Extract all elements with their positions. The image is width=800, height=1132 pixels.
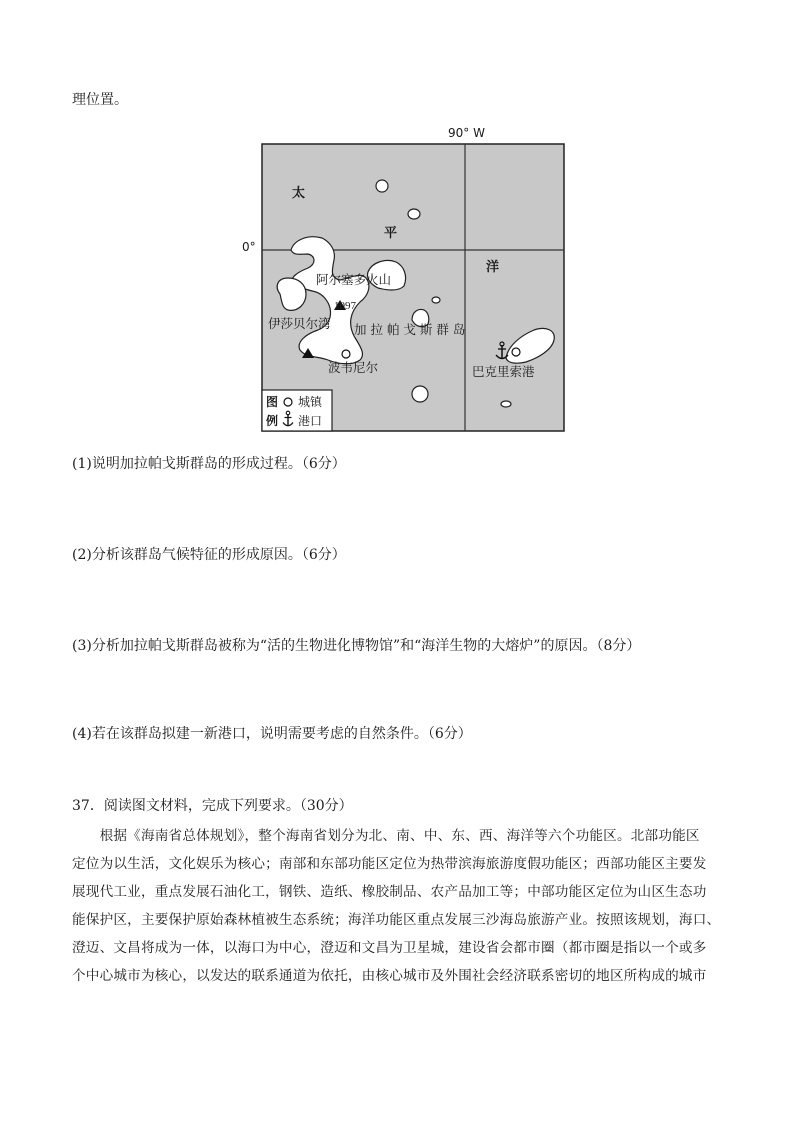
- question-4: (4)若在该群岛拟建一新港口，说明需要考虑的自然条件。（6分）: [72, 726, 472, 742]
- ocean-char-1: 太: [292, 186, 306, 201]
- question-3: (3)分析加拉帕戈斯群岛被称为“活的生物进化博物馆”和“海洋生物的大熔炉”的原因。（8分）: [72, 638, 641, 654]
- town-label: 波韦尼尔: [328, 360, 379, 375]
- small-island-5: [501, 401, 511, 407]
- legend-port-label: 港口: [298, 414, 323, 428]
- small-island-4: [412, 386, 428, 402]
- question-2: (2)分析该群岛气候特征的形成原因。（6分）: [72, 547, 346, 563]
- longitude-label: 90° W: [448, 126, 485, 140]
- galapagos-map: [236, 128, 576, 438]
- bay-label: 伊莎贝尔湾: [268, 316, 331, 331]
- volcano-label: 阿尔塞多火山: [316, 272, 392, 287]
- passage-line: 个中心城市为核心，以发达的联系通道为依托，由核心城市及外围社会经济联系密切的地区所构成的城市: [72, 968, 707, 984]
- town-circle: [342, 350, 350, 358]
- question-1: (1)说明加拉帕戈斯群岛的形成过程。（6分）: [72, 456, 346, 472]
- passage-line: 能保护区，主要保护原始森林植被生态系统；海洋功能区重点发展三沙海岛旅游产业。按照该规划，海口、: [72, 912, 721, 928]
- intro-text: 理位置。: [72, 92, 128, 108]
- archipelago-label: 加 拉 帕 戈 斯 群 岛: [354, 322, 466, 337]
- legend-town-label: 城镇: [298, 395, 323, 409]
- legend-title-bottom: 例: [266, 414, 279, 428]
- port-town-circle: [512, 348, 520, 356]
- legend-title-top: 图: [266, 395, 279, 409]
- port-label: 巴克里索港: [472, 364, 535, 379]
- latitude-label: 0°: [242, 240, 256, 254]
- ocean-char-2: 平: [384, 226, 398, 241]
- ocean-char-3: 洋: [486, 260, 500, 275]
- elevation-label: 1097: [334, 300, 356, 312]
- small-island-1: [376, 180, 388, 192]
- passage-line: 定位为以生活，文化娱乐为核心；南部和东部功能区定位为热带滨海旅游度假功能区；西部功能区主要发: [72, 856, 707, 872]
- legend-town-circle: [284, 398, 292, 406]
- question-37-header: 37．阅读图文材料，完成下列要求。（30分）: [72, 798, 353, 814]
- question-37-passage: [72, 822, 740, 990]
- map-svg: [236, 128, 576, 438]
- passage-line: 展现代工业，重点发展石油化工，钢铁、造纸、橡胶制品、农产品加工等；中部功能区定位为山区生态功: [72, 884, 707, 900]
- small-island-3: [432, 297, 440, 303]
- passage-line: 根据《海南省总体规划》，整个海南省划分为北、南、中、东、西、海洋等六个功能区。北部功能区: [72, 828, 700, 844]
- passage-line: 澄迈、文昌将成为一体，以海口为中心，澄迈和文昌为卫星城，建设省会都市圈（都市圈是指以一个或多: [72, 940, 707, 956]
- small-island-2: [408, 209, 420, 219]
